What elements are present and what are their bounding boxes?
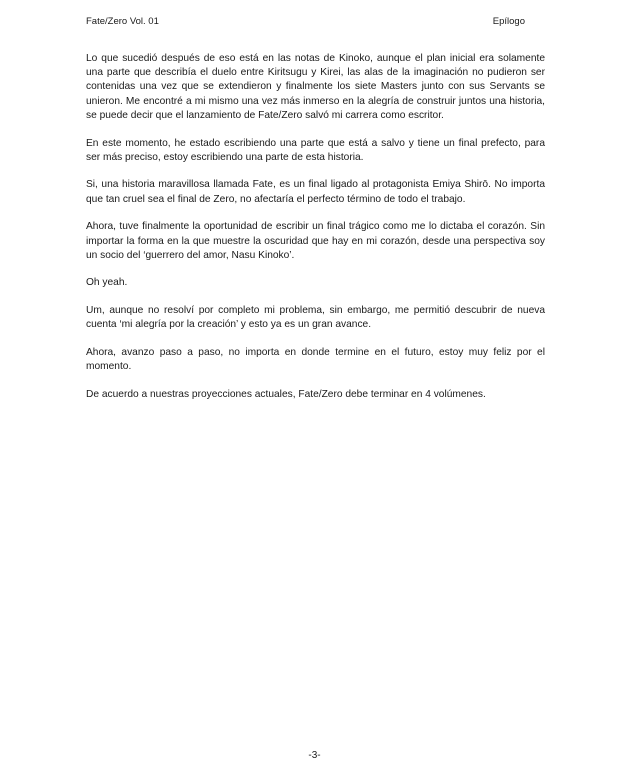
paragraph-4: Ahora, tuve finalmente la oportunidad de escribir un final trágico como me lo dictaba el corazón. Sin importar la forma en la que muestre la oscuridad que hay en mi corazón, desde una perspectiva soy un socio del ‘guerrero del amor, Nasu Kinoko’. xyxy=(86,221,545,261)
header-title: Fate/Zero Vol. 01 xyxy=(86,16,159,27)
paragraph-3: Si, una historia maravillosa llamada Fate, es un final ligado al protagonista Emiya Shirō. No importa que tan cruel sea el final de Zero, no afectaría el perfecto término de todo el trabajo. xyxy=(86,179,545,205)
page-body xyxy=(86,52,545,416)
page-number: -3- xyxy=(308,750,321,761)
paragraph-7: Ahora, avanzo paso a paso, no importa en donde termine en el futuro, estoy muy feliz por el momento. xyxy=(86,347,545,373)
header-section: Epílogo xyxy=(492,16,525,27)
paragraph-1: Lo que sucedió después de eso está en las notas de Kinoko, aunque el plan inicial era solamente una parte que describía el duelo entre Kiritsugu y Kirei, las alas de la imaginación no pudieron ser contenidas una vez que se extendieron y finalmente los siete Masters junto con sus Servants se unieron. Me encontré a mi mismo una vez más inmerso en la alegría de construir juntos una historia, se puede decir que el lanzamiento de Fate/Zero salvó mi carrera como escritor. xyxy=(86,53,545,121)
paragraph-6: Um, aunque no resolví por completo mi problema, sin embargo, me permitió descubrir de nueva cuenta ‘mi alegría por la creación’ y esto ya es un gran avance. xyxy=(86,305,545,331)
paragraph-8: De acuerdo a nuestras proyecciones actuales, Fate/Zero debe terminar en 4 volúmenes. xyxy=(86,388,486,400)
paragraph-2: En este momento, he estado escribiendo una parte que está a salvo y tiene un final prefecto, para ser más preciso, estoy escribiendo una parte de esta historia. xyxy=(86,137,545,163)
paragraph-5: Oh yeah. xyxy=(86,277,128,289)
